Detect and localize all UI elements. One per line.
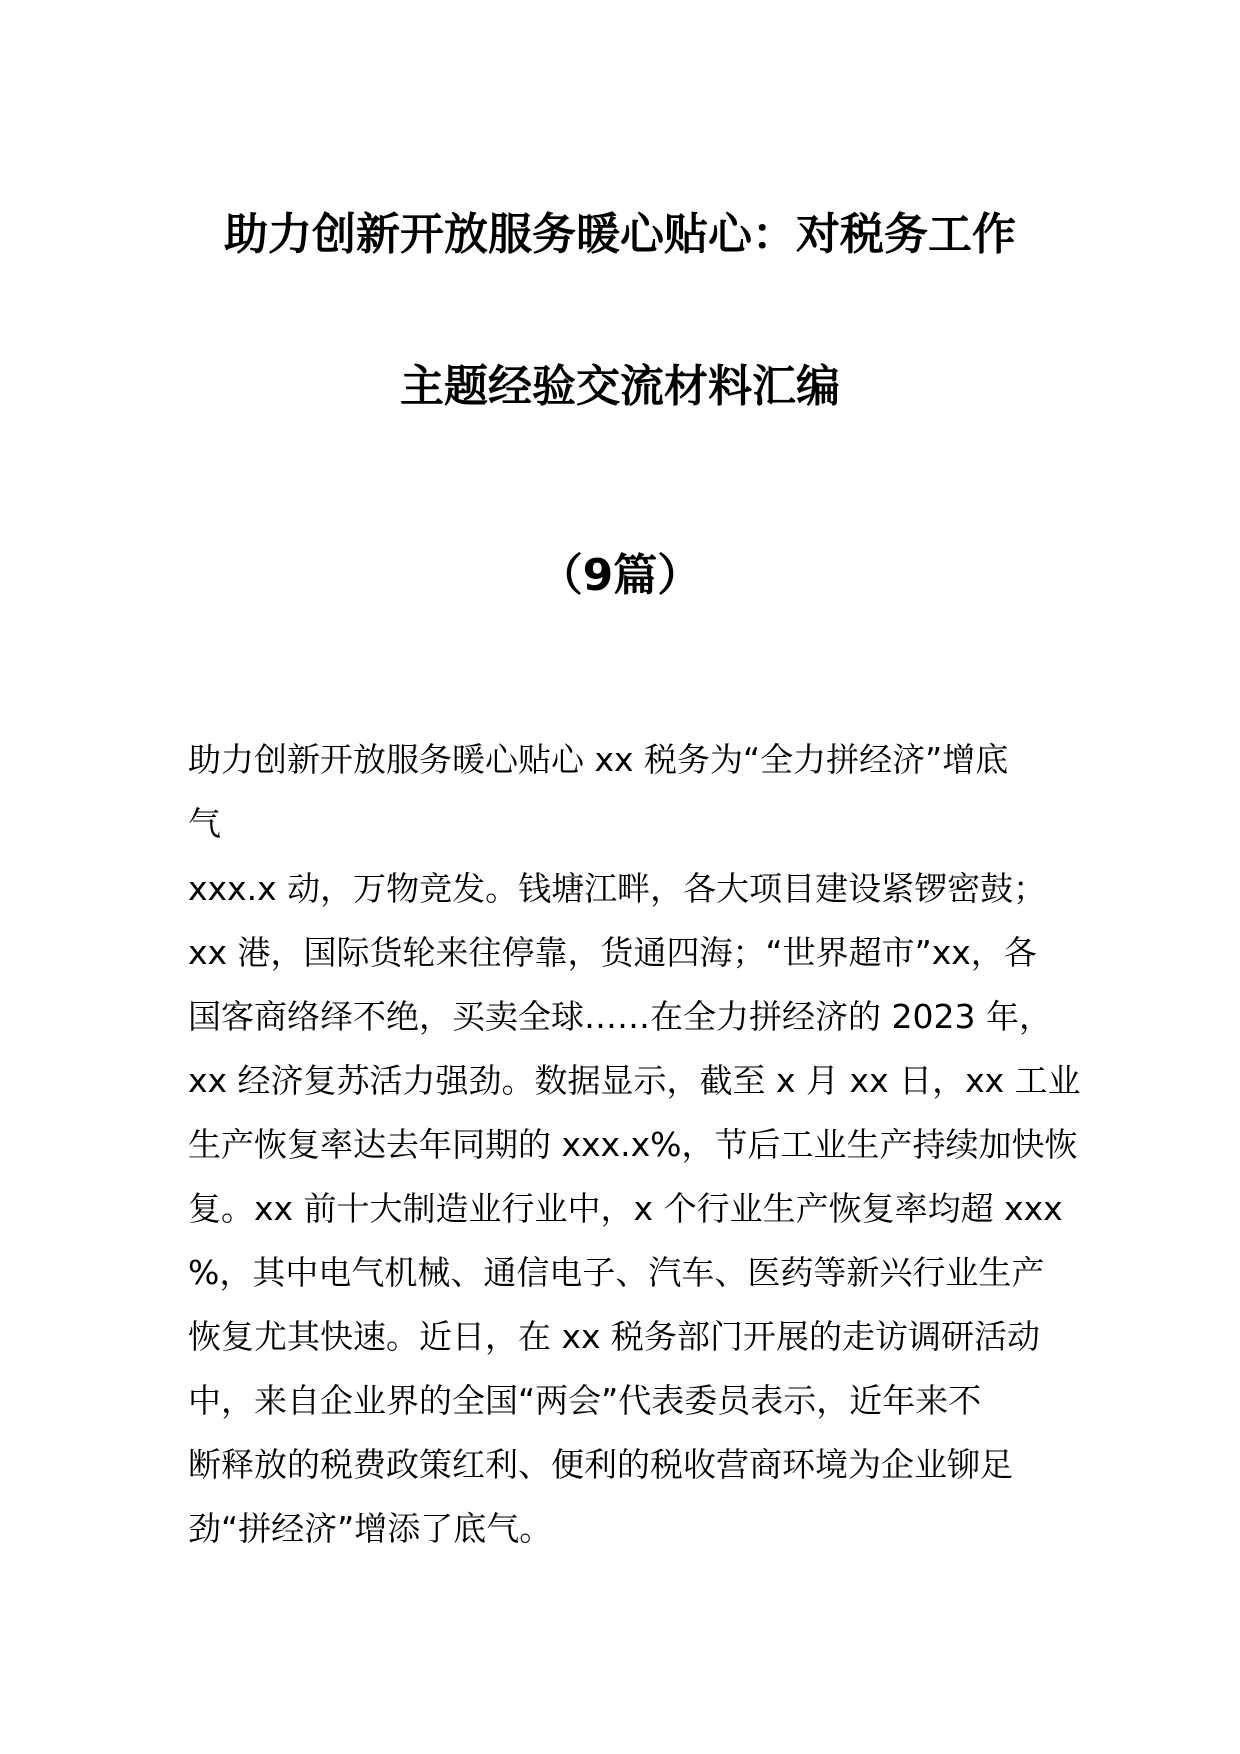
paragraph-line: 劲“拼经济”增添了底气。: [188, 1509, 553, 1548]
paragraph-line: %，其中电气机械、通信电子、汽车、医药等新兴行业生产: [188, 1253, 1045, 1292]
title-line-1: 助力创新开放服务暖心贴心：对税务工作: [224, 209, 1016, 260]
paragraph-line: 恢复尤其快速。近日，在 xx 税务部门开展的走访调研活动: [188, 1317, 1041, 1356]
article-paragraph: [188, 857, 1081, 1561]
title-count: （9篇）: [538, 550, 702, 601]
paragraph-line: xx 经济复苏活力强劲。数据显示，截至 x 月 xx 日，xx 工业: [188, 1061, 1081, 1100]
title-line-2: 主题经验交流材料汇编: [400, 361, 840, 412]
article-heading: [188, 728, 1068, 856]
paragraph-line: 国客商络绎不绝，买卖全球……在全力拼经济的 2023 年，: [188, 997, 1052, 1036]
paragraph-line: 中，来自企业界的全国“两会”代表委员表示，近年来不: [188, 1381, 982, 1420]
heading-line: 气: [188, 804, 221, 843]
paragraph-line: 生产恢复率达去年同期的 xxx.x%，节后工业生产持续加快恢: [188, 1125, 1078, 1164]
paragraph-line: xxx.x 动，万物竞发。钱塘江畔，各大项目建设紧锣密鼓；: [188, 869, 1047, 908]
heading-line: 助力创新开放服务暖心贴心 xx 税务为“全力拼经济”增底: [188, 740, 1009, 779]
paragraph-line: 复。xx 前十大制造业行业中，x 个行业生产恢复率均超 xxx: [188, 1189, 1063, 1228]
paragraph-line: xx 港，国际货轮来往停靠，货通四海；“世界超市”xx，各: [188, 933, 1037, 972]
paragraph-line: 断释放的税费政策红利、便利的税收营商环境为企业铆足: [188, 1445, 1013, 1484]
